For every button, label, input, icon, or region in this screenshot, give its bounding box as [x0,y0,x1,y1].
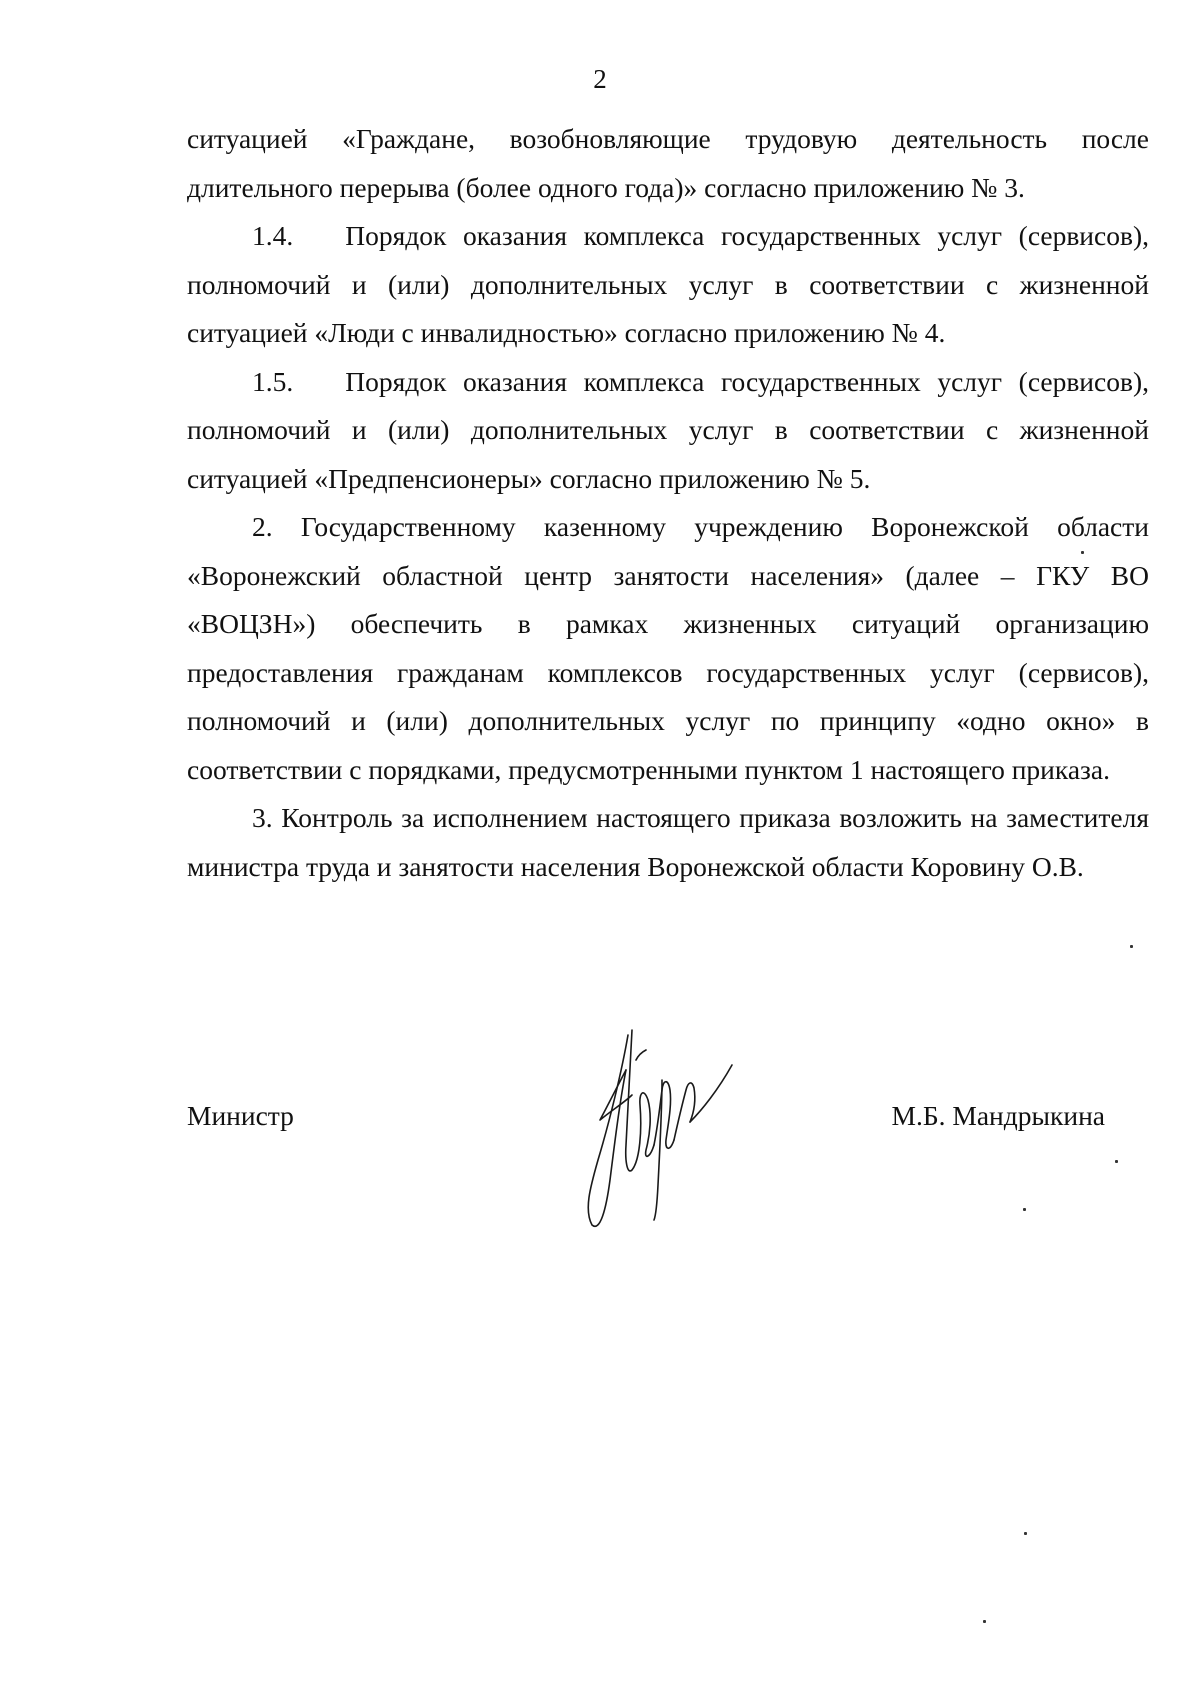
page-number: 2 [593,64,607,94]
signatory-name: М.Б. Мандрыкина [891,1100,1105,1131]
handwritten-signature [570,1010,740,1240]
paragraph-text: Порядок оказания комплекса государственных услуг (сервисов), полномочий и (или) дополнительных услуг в соответствии с жизненной ситуацией «Предпенсионеры» согласно приложению № 5. [187,365,1149,494]
scan-speck [1130,945,1133,948]
paragraph-number: 1.4. [252,220,294,251]
paragraph-1-5 [187,358,1149,504]
paragraph-3: 3. Контроль за исполнением настоящего приказа возложить на заместителя министра труда и занятости населения Воронежской области Коровину О.В. [187,802,1149,882]
scan-speck [1024,1532,1027,1535]
signatory-position: Министр [187,1100,294,1131]
paragraph-2: 2. Государственному казенному учреждению Воронежской области «Воронежский областной центр занятости населения» (далее – ГКУ ВО «ВОЦЗН») обеспечить в рамках жизненных ситуаций организацию предоставления гражданам комплексов государственных услуг (сервисов), полномочий и (или) дополнительных услуг по принципу «одно окно» в соответствии с порядками, предусмотренными пунктом 1 настоящего приказа. [187,511,1149,785]
scan-speck [1023,1208,1026,1211]
document-body [187,115,1149,891]
scan-speck [983,1620,986,1623]
paragraph-1-4 [187,212,1149,358]
paragraph-number: 1.5. [252,365,294,397]
paragraph-continuation: ситуацией «Граждане, возобновляющие трудовую деятельность после длительного перерыва (более одного года)» согласно приложению № 3. [187,123,1149,203]
scan-speck [1081,551,1084,554]
paragraph-text: Порядок оказания комплекса государственных услуг (сервисов), полномочий и (или) дополнительных услуг в соответствии с жизненной ситуацией «Люди с инвалидностью» согласно приложению № 4. [187,220,1149,348]
scan-speck [1115,1160,1118,1163]
